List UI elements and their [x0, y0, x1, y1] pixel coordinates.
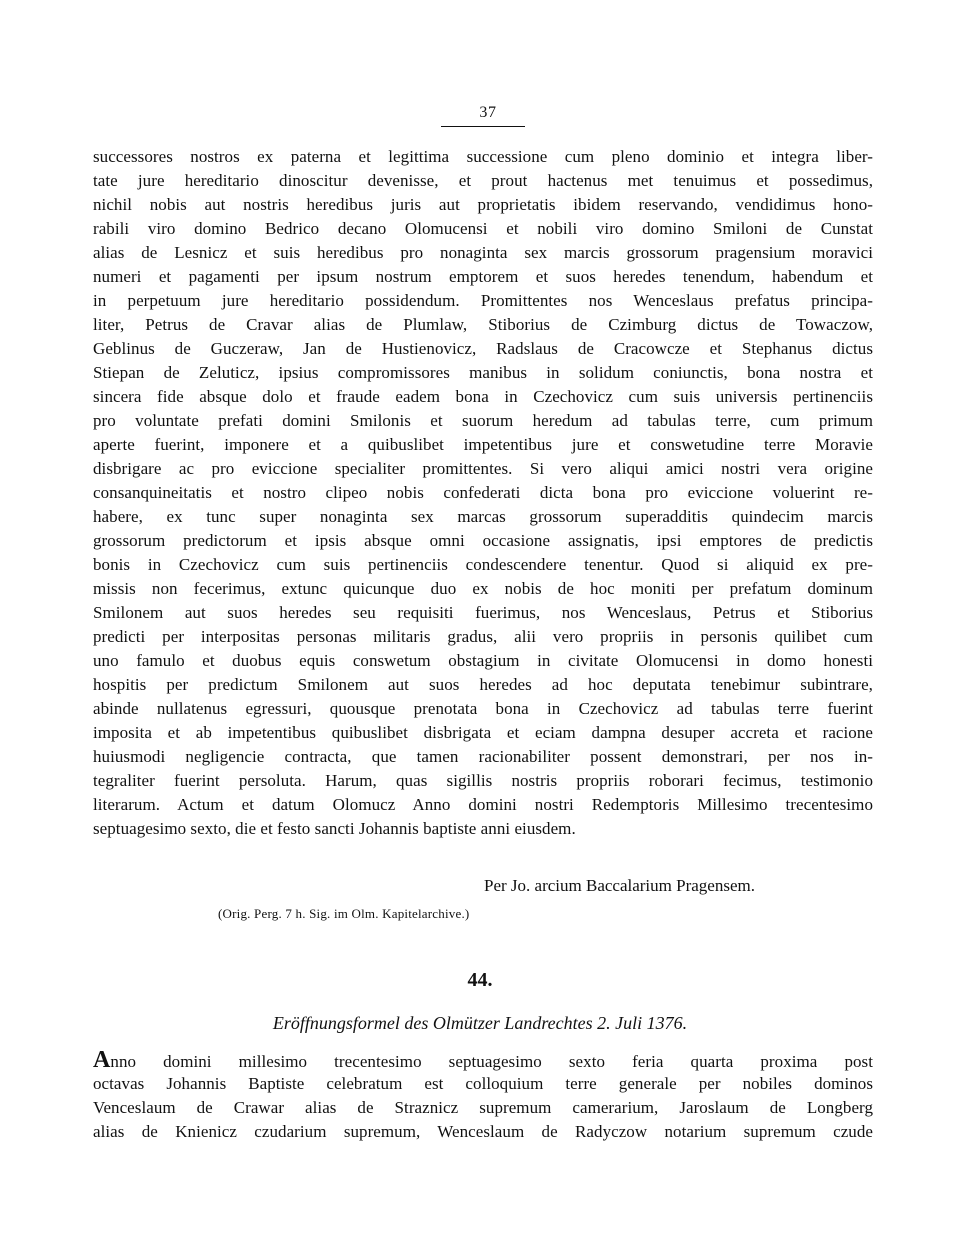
text-line: rabili viro domino Bedrico decano Olomucensi et nobili viro domino Smiloni de Cunstat — [93, 219, 873, 238]
text-line: huiusmodi negligencie contracta, que tamen racionabiliter possent demonstrari, per nos in- — [93, 747, 873, 766]
text-line: abinde nullatenus egressuri, quousque prenotata bona in Czechovicz ad tabulas terre fuerint — [93, 699, 873, 718]
text-line: uno famulo et duobus equis conswetum obstagium in civitate Olomucensi in domo honesti — [93, 651, 873, 670]
text-line: literarum. Actum et datum Olomucz Anno domini nostri Redemptoris Millesimo trecentesimo — [93, 795, 873, 814]
text-line: bonis in Czechovicz cum suis pertinenciis condescendere tenentur. Quod si aliquid ex pre- — [93, 555, 873, 574]
landrecht-text — [93, 1048, 873, 1144]
text-line-first — [93, 1048, 873, 1072]
text-line: sincera fide absque dolo et fraude eadem bona in Czechovicz cum suis universis pertinenciis — [93, 387, 873, 406]
drop-cap: A — [93, 1047, 111, 1073]
text-line: in perpetuum jure hereditario possidendum. Promittentes nos Wenceslaus prefatus principa- — [93, 291, 873, 310]
text-line: liter, Petrus de Cravar alias de Plumlaw, Stiborius de Czimburg dictus de Towaczow, — [93, 315, 873, 334]
scribe-signature: Per Jo. arcium Baccalarium Pragensem. — [484, 876, 755, 895]
page-number-rule — [441, 126, 525, 127]
text-line: alias de Lesnicz et suis heredibus pro nonaginta sex marcis grossorum pragensium moravici — [93, 243, 873, 262]
text-line: missis non fecerimus, extunc quicunque duo ex nobis de hoc moniti per prefatum dominum — [93, 579, 873, 598]
text-line: grossorum predictorum et ipsis absque omni occasione assignatis, ipsi emptores de predictis — [93, 531, 873, 550]
first-line-rest: nno domini millesimo trecentesimo septuagesimo sexto feria quarta proxima post — [110, 1052, 873, 1071]
text-line: nichil nobis aut nostris heredibus juris aut proprietatis ibidem reservando, vendidimus hono- — [93, 195, 873, 214]
text-line: imposita et ab impetentibus quibuslibet disbrigata et eciam dampna desuper accreta et racione — [93, 723, 873, 742]
text-line: octavas Johannis Baptiste celebratum est colloquium terre generale per nobiles dominos — [93, 1074, 873, 1093]
text-line: numeri et pagamenti per ipsum nostrum emptorem et suos heredes tenendum, habendum et — [93, 267, 873, 286]
text-line: Geblinus de Guczeraw, Jan de Hustienovicz, Radslaus de Cracowcze et Stephanus dictus — [93, 339, 873, 358]
document-title: Eröffnungsformel des Olmützer Landrechtes 2. Juli 1376. — [272, 1013, 688, 1033]
text-line: Venceslaum de Crawar alias de Straznicz supremum camerarium, Jaroslaum de Longberg — [93, 1098, 873, 1117]
text-line: alias de Knienicz czudarium supremum, Wenceslaum de Radyczow notarium supremum czude — [93, 1122, 873, 1141]
text-line: hospitis per predictum Smilonem aut suos heredes ad hoc deputata tenebimur subintrare, — [93, 675, 873, 694]
text-line: septuagesimo sexto, die et festo sancti Johannis baptiste anni eiusdem. — [93, 819, 576, 838]
text-line: Smilonem aut suos heredes seu requisiti fuerimus, nos Wenceslaus, Petrus et Stiborius — [93, 603, 873, 622]
text-line: habere, ex tunc super nonaginta sex marcas grossorum superadditis quindecim marcis — [93, 507, 873, 526]
text-line: tegraliter fuerint persoluta. Harum, quas sigillis nostris propriis roborari fecimus, testimonio — [93, 771, 873, 790]
text-line: predicti per interpositas personas militaris gradus, alii vero propriis in personis quilibet cum — [93, 627, 873, 646]
source-note: (Orig. Perg. 7 h. Sig. im Olm. Kapitelarchive.) — [218, 906, 470, 921]
document-number: 44. — [467, 969, 493, 991]
text-line: pro voluntate prefati domini Smilonis et suorum heredum ad tabulas terre, cum primum — [93, 411, 873, 430]
text-line: tate jure hereditario dinoscitur devenisse, et prout hactenus met tenuimus et possedimus, — [93, 171, 873, 190]
text-line: consanquineitatis et nostro clipeo nobis confederati dicta bona pro eviccione voluerint re- — [93, 483, 873, 502]
text-line: aperte fuerint, imponere et a quibuslibet impetentibus jure et conswetudine terre Moravie — [93, 435, 873, 454]
text-line: successores nostros ex paterna et legittima successione cum pleno dominio et integra liber- — [93, 147, 873, 166]
text-line: disbrigare ac pro eviccione specialiter promittentes. Si vero aliqui amici nostri vera origine — [93, 459, 873, 478]
text-line: Stiepan de Zeluticz, ipsius compromissores manibus in solidum coniunctis, bona nostra et — [93, 363, 873, 382]
charter-text — [93, 145, 873, 841]
page-number: 37 — [479, 104, 497, 121]
